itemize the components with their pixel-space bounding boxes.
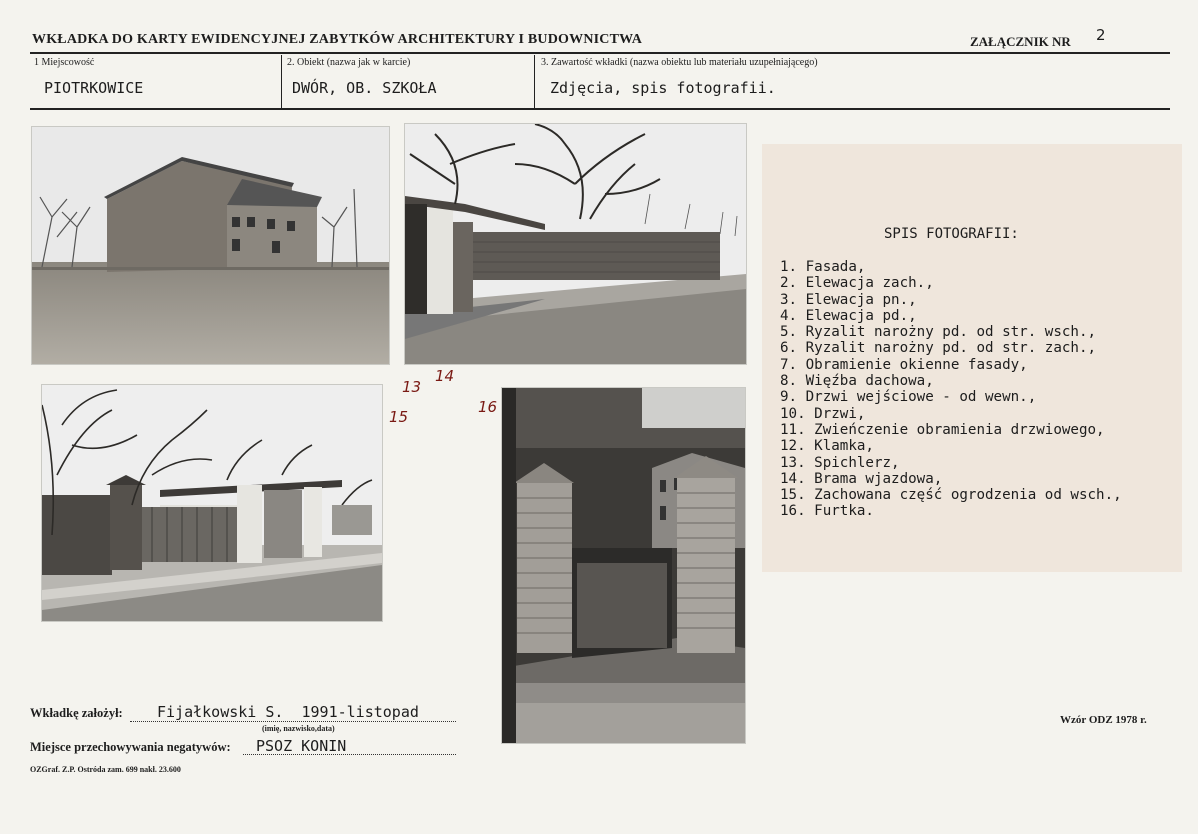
template-info: Wzór ODZ 1978 r. bbox=[1060, 714, 1147, 726]
form-title: WKŁADKA DO KARTY EWIDENCYJNEJ ZABYTKÓW ARCHITEKTURY I BUDOWNICTWA bbox=[32, 32, 643, 47]
photo-list-item: 2. Elewacja zach., bbox=[780, 275, 934, 292]
photo-list-item: 8. Więźba dachowa, bbox=[780, 373, 934, 390]
negatives-value: PSOZ KONIN bbox=[256, 737, 347, 755]
photo-list bbox=[780, 259, 1122, 520]
photo-list-title: SPIS FOTOGRAFII: bbox=[884, 226, 1019, 242]
photo-list-item: 5. Ryzalit narożny pd. od str. wsch., bbox=[780, 324, 1097, 341]
photo-list-item: 9. Drzwi wejściowe - od wewn., bbox=[780, 389, 1037, 406]
photo-list-panel bbox=[762, 144, 1182, 572]
photo-list-item: 3. Elewacja pn., bbox=[780, 291, 917, 308]
field-contents-value: Zdjęcia, spis fotografii. bbox=[550, 79, 776, 97]
created-by-underline bbox=[130, 721, 456, 722]
photo-list-item: 7. Obramienie okienne fasady, bbox=[780, 356, 1028, 373]
field-object-value: DWÓR, OB. SZKOŁA bbox=[292, 79, 437, 97]
photo-list-item: 12. Klamka, bbox=[780, 438, 874, 455]
photo-list-item: 6. Ryzalit narożny pd. od str. zach., bbox=[780, 340, 1097, 357]
field-place-value: PIOTRKOWICE bbox=[44, 79, 144, 97]
photo-number-15: 15 bbox=[389, 408, 409, 426]
photo-list-item: 11. Zwieńczenie obramienia drzwiowego, bbox=[780, 421, 1105, 438]
photo-entrance-gate bbox=[405, 124, 746, 364]
photo-list-item: 10. Drzwi, bbox=[780, 405, 866, 422]
photo-list-item: 1. Fasada, bbox=[780, 259, 866, 275]
photo-fence bbox=[42, 385, 382, 621]
field-object-label: 2. Obiekt (nazwa jak w karcie) bbox=[287, 57, 411, 68]
header-rule bbox=[30, 52, 1170, 54]
field-row-rule bbox=[30, 108, 1170, 110]
field-divider-2 bbox=[534, 55, 535, 108]
negatives-underline bbox=[243, 754, 456, 755]
photo-number-16: 16 bbox=[478, 398, 498, 416]
photo-list-item: 13. Spichlerz, bbox=[780, 454, 900, 471]
field-divider-1 bbox=[281, 55, 282, 108]
created-by-value: Fijałkowski S. 1991-listopad bbox=[157, 703, 419, 721]
created-by-label: Wkładkę założył: bbox=[30, 706, 123, 720]
field-place-label: 1 Miejscowość bbox=[34, 57, 95, 68]
photo-granary bbox=[32, 127, 389, 364]
photo-list-item: 14. Brama wjazdowa, bbox=[780, 470, 943, 487]
photo-list-item: 4. Elewacja pd., bbox=[780, 307, 917, 324]
photo-list-item: 15. Zachowana część ogrodzenia od wsch., bbox=[780, 487, 1122, 504]
attachment-number: 2 bbox=[1096, 26, 1106, 44]
photo-list-item: 16. Furtka. bbox=[780, 503, 874, 520]
attachment-label: ZAŁĄCZNIK NR bbox=[970, 34, 1071, 49]
photo-wicket-gate bbox=[502, 388, 745, 743]
negatives-label: Miejsce przechowywania negatywów: bbox=[30, 740, 231, 754]
field-contents-label: 3. Zawartość wkładki (nazwa obiektu lub materiału uzupełniającego) bbox=[541, 57, 818, 68]
created-by-caption: (imię, nazwisko,data) bbox=[262, 724, 335, 733]
photo-number-13: 13 bbox=[402, 378, 422, 396]
print-info: OZGraf. Z.P. Ostróda zam. 699 nakł. 23.600 bbox=[30, 765, 181, 774]
photo-number-14: 14 bbox=[435, 367, 455, 385]
